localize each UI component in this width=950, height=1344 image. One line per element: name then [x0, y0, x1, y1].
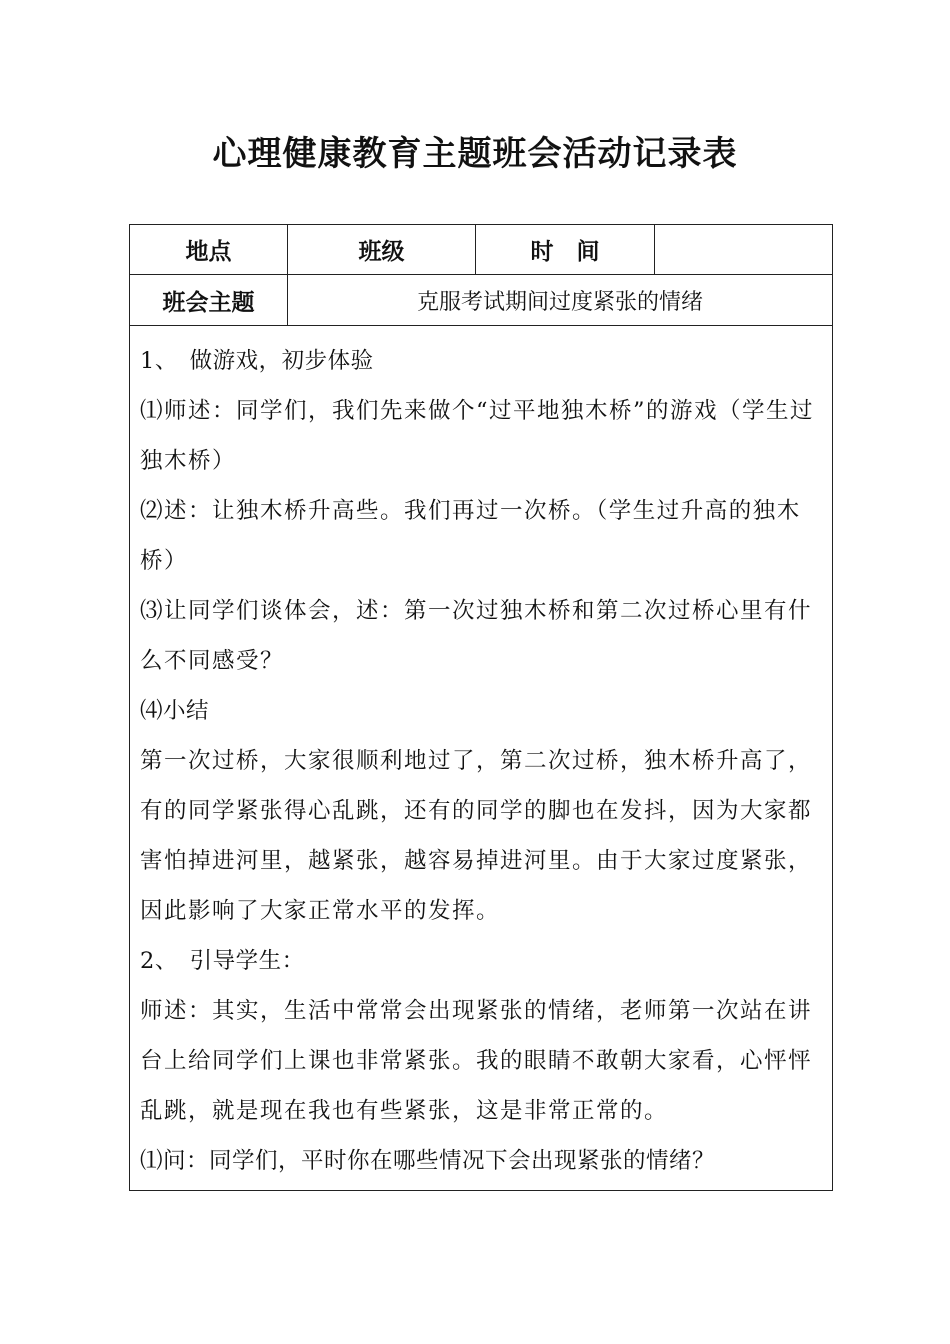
- topic-row: [130, 275, 833, 326]
- paragraph: 2、 引导学生：: [140, 948, 305, 974]
- location-label: 地点: [130, 225, 288, 275]
- paragraph: ⑵述：让独木桥升高些。我们再过一次桥。（学生过升高的独木桥）: [140, 498, 801, 574]
- topic-value: 克服考试期间过度紧张的情绪: [288, 275, 833, 326]
- paragraph: ⑶让同学们谈体会，述：第一次过独木桥和第二次过桥心里有什么不同感受？: [140, 598, 813, 674]
- paragraph: ⑴问：同学们，平时你在哪些情况下会出现紧张的情绪？: [140, 1148, 716, 1174]
- header-row: [130, 225, 833, 275]
- activity-record-table: [129, 224, 833, 1191]
- class-label: 班级: [288, 225, 476, 275]
- paragraph: 1、 做游戏，初步体验: [140, 348, 374, 374]
- time-label: 时 间: [476, 225, 655, 275]
- paragraph: ⑴师述：同学们，我们先来做个“过平地独木桥”的游戏（学生过独木桥）: [140, 398, 815, 474]
- time-value-cell: [655, 225, 833, 275]
- content-cell: [130, 326, 833, 1191]
- document-title: 心理健康教育主题班会活动记录表: [212, 134, 738, 174]
- content-row: [130, 326, 833, 1191]
- paragraph: ⑷小结: [140, 698, 210, 724]
- paragraph: 第一次过桥，大家很顺利地过了，第二次过桥，独木桥升高了，有的同学紧张得心乱跳，还有的同学的脚也在发抖，因为大家都害怕掉进河里，越紧张，越容易掉进河里。由于大家过度紧张，因此影响了大家正常水平的发挥。: [140, 748, 813, 924]
- paragraph: 师述：其实，生活中常常会出现紧张的情绪，老师第一次站在讲台上给同学们上课也非常紧张。我的眼睛不敢朝大家看，心怦怦乱跳，就是现在我也有些紧张，这是非常正常的。: [140, 998, 813, 1124]
- topic-label: 班会主题: [130, 275, 288, 326]
